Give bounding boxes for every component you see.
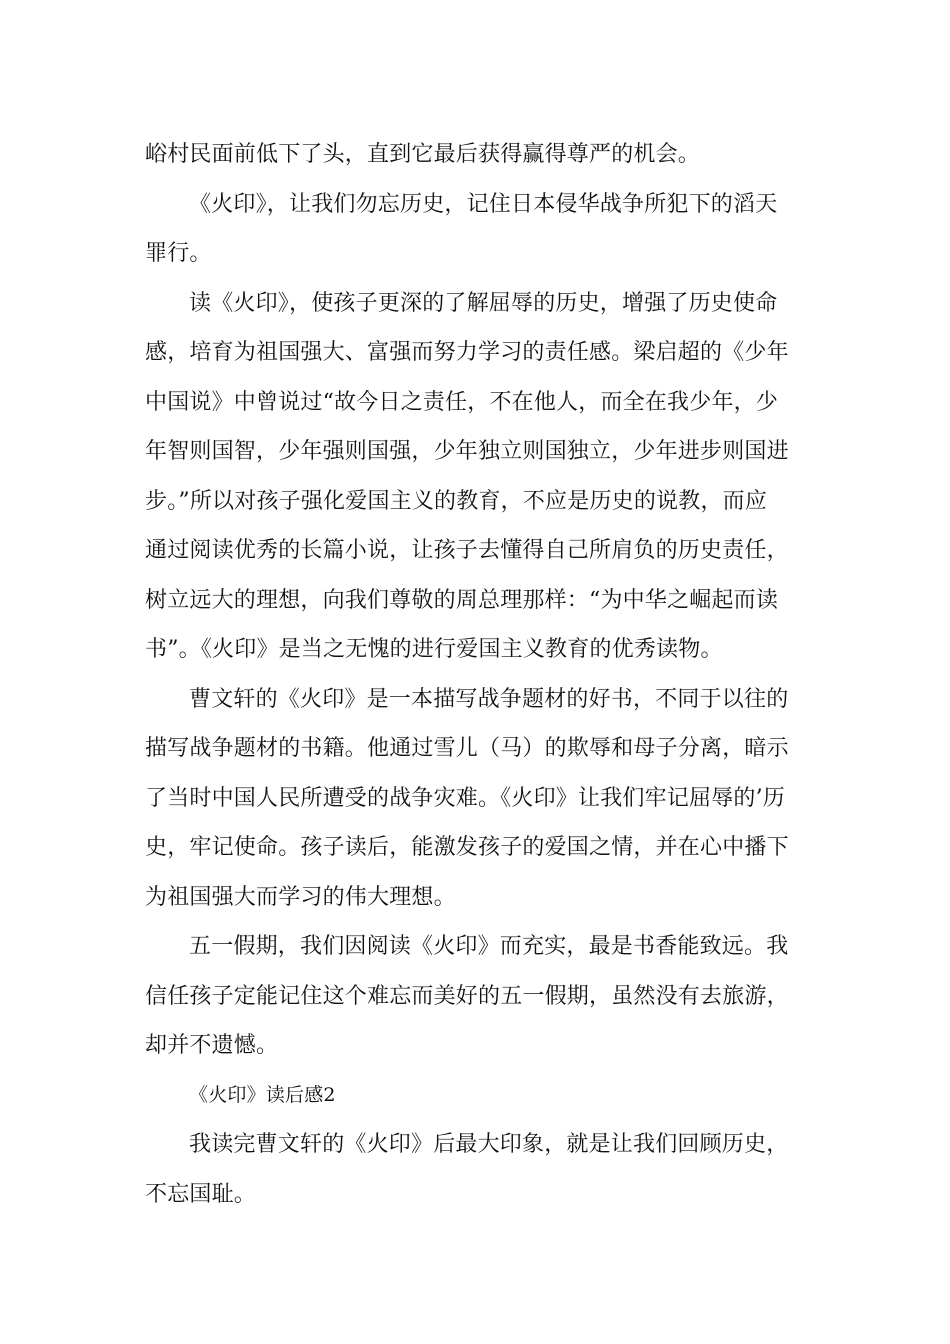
paragraph-line: 峪村民面前低下了头，直到它最后获得赢得尊严的机会。 [145,142,701,167]
paragraph-line: 信任孩子定能记住这个难忘而美好的五一假期，虽然没有去旅游， [145,983,789,1009]
paragraph-line: 树立远大的理想，向我们尊敬的周总理那样：“为中华之崛起而读 [145,587,779,613]
paragraph-line: 为祖国强大而学习的伟大理想。 [145,884,456,910]
paragraph-line: 书”。《火印》是当之无愧的进行爱国主义教育的优秀读物。 [145,637,723,662]
paragraph-line: 五一假期，我们因阅读《火印》而充实，最是书香能致远。我 [189,934,789,959]
paragraph-line: 通过阅读优秀的长篇小说，让孩子去懂得自己所肩负的历史责任， [145,538,789,563]
paragraph-line: 描写战争题材的书籍。他通过雪儿（马）的欺辱和母子分离，暗示 [145,736,789,761]
paragraph-line: 读《火印》，使孩子更深的了解屈辱的历史，增强了历史使命 [189,290,778,316]
paragraph-line: 我读完曹文轩的《火印》后最大印象，就是让我们回顾历史， [189,1132,789,1157]
paragraph-line: 不忘国耻。 [145,1181,257,1207]
paragraph-line: 罪行。 [145,241,212,266]
paragraph-line: 史，牢记使命。孩子读后，能激发孩子的爱国之情，并在心中播下 [145,835,789,860]
paragraph-line: 感，培育为祖国强大、富强而努力学习的责任感。梁启超的《少年 [145,340,789,365]
paragraph-line: 中国说》中曾说过“故今日之责任，不在他人，而全在我少年，少 [145,389,779,415]
document-body [145,130,810,1219]
paragraph-line: 曹文轩的《火印》是一本描写战争题材的好书，不同于以往的 [189,686,789,712]
paragraph-line: 《火印》，让我们勿忘历史，记住日本侵华战争所犯下的滔天 [189,191,778,217]
paragraph-line: 步。”所以对孩子强化爱国主义的教育，不应是历史的说教，而应 [145,488,768,514]
paragraph-line: 年智则国智，少年强则国强，少年独立则国独立，少年进步则国进 [145,439,789,464]
section-heading: 《火印》读后感2 [189,1083,336,1106]
paragraph-line: 却并不遗憾。 [145,1033,279,1058]
paragraph-line: 了当时中国人民所遭受的战争灾难。《火印》让我们牢记屈辱的’历 [145,785,785,811]
